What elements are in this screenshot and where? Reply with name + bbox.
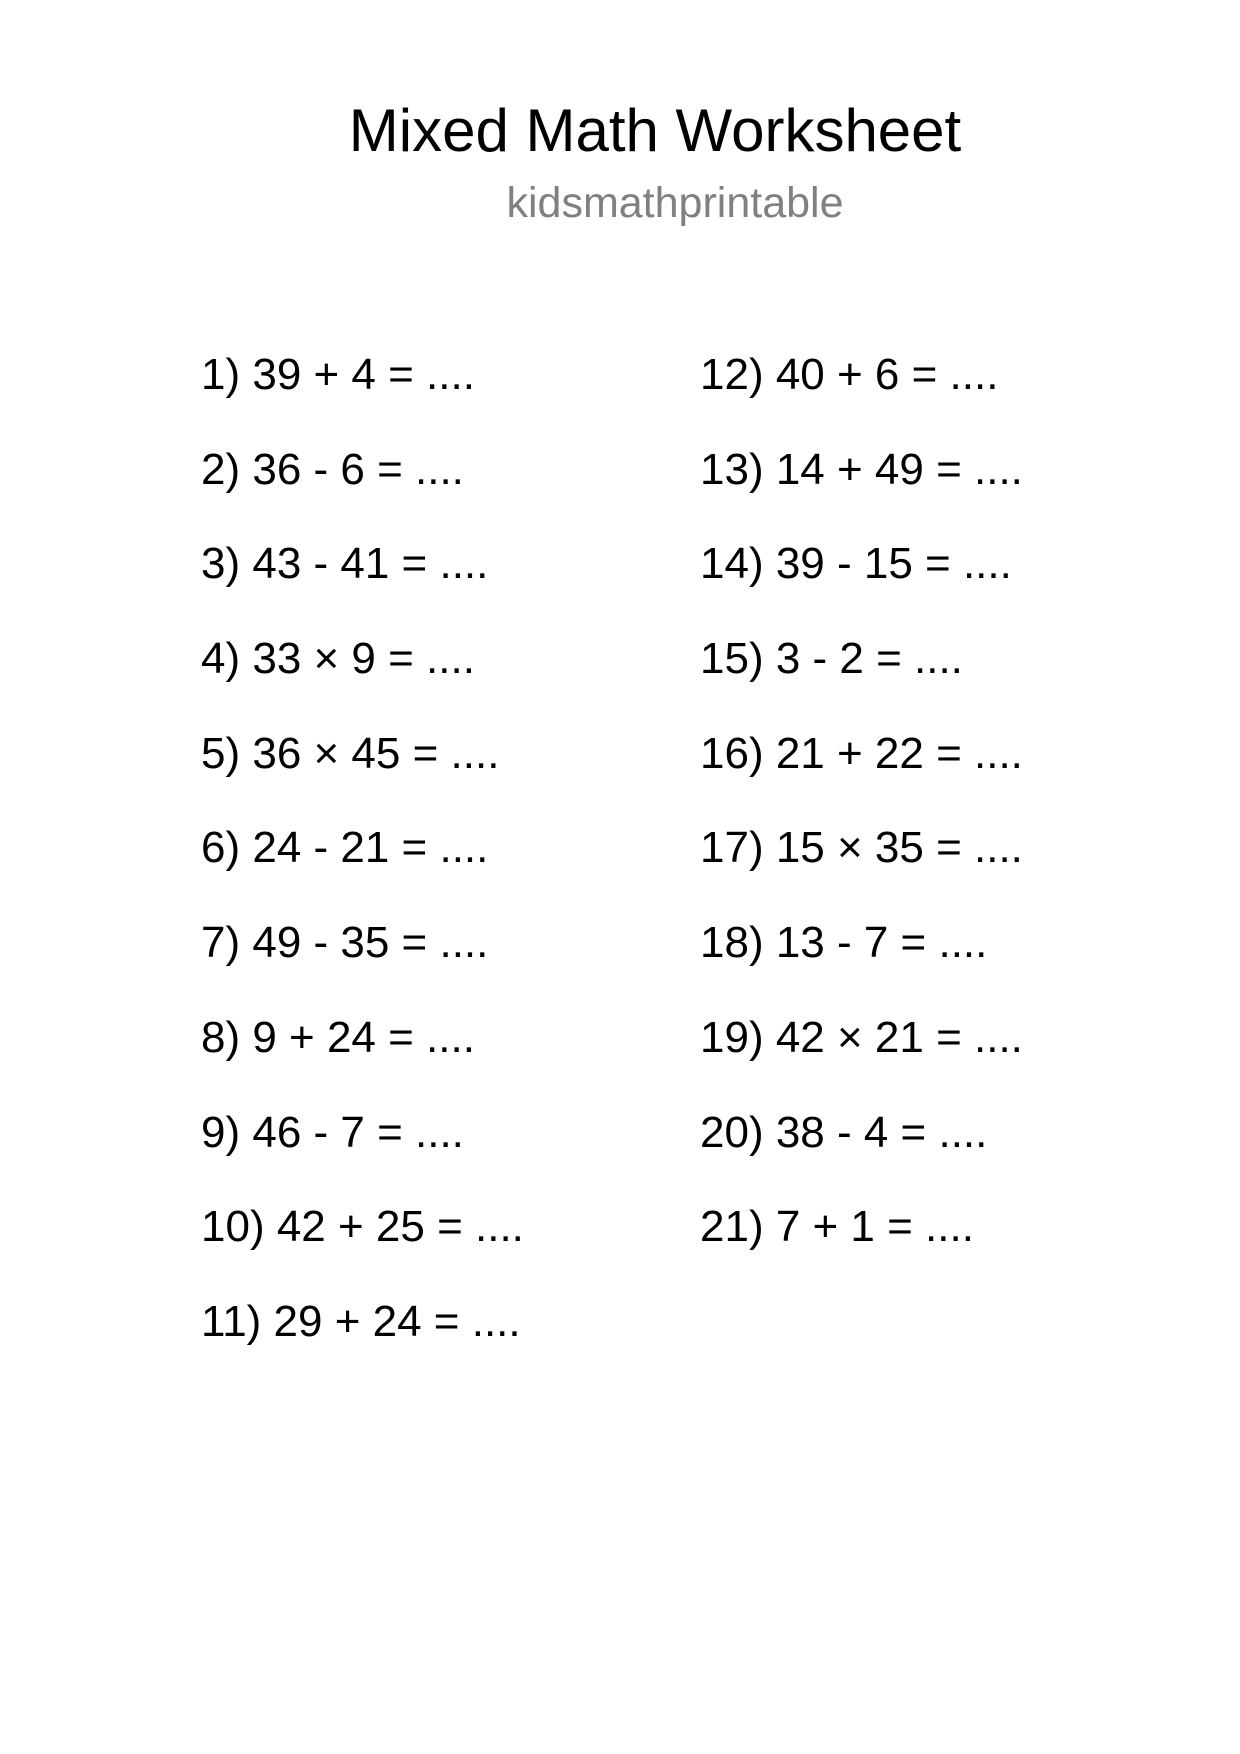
problem-item: 7) 49 - 35 = .... [201,918,489,968]
problem-item: 21) 7 + 1 = .... [700,1202,974,1252]
problem-item: 15) 3 - 2 = .... [700,634,963,684]
problem-item: 1) 39 + 4 = .... [201,350,475,399]
problem-item: 5) 36 × 45 = .... [201,728,500,778]
problem-item: 4) 33 × 9 = .... [201,634,475,684]
problems-column-left [201,350,524,1395]
worksheet-title: Mixed Math Worksheet [348,97,962,164]
problem-item: 9) 46 - 7 = .... [201,1107,464,1157]
problem-item: 18) 13 - 7 = .... [700,918,988,968]
problem-item: 3) 43 - 41 = .... [201,539,489,589]
problem-item: 13) 14 + 49 = .... [700,444,1023,494]
problem-item: 11) 29 + 24 = .... [201,1296,521,1346]
problem-item: 14) 39 - 15 = .... [700,539,1012,589]
problems-column-right [700,350,1023,1300]
problem-item: 10) 42 + 25 = .... [201,1202,524,1252]
problem-item: 8) 9 + 24 = .... [201,1012,475,1062]
problem-item: 12) 40 + 6 = .... [700,350,999,399]
worksheet-subtitle: kidsmathprintable [506,179,844,227]
problem-item: 19) 42 × 21 = .... [700,1012,1023,1062]
problem-item: 17) 15 × 35 = .... [700,823,1023,873]
problem-item: 6) 24 - 21 = .... [201,823,489,873]
problem-item: 20) 38 - 4 = .... [700,1107,988,1157]
problem-item: 2) 36 - 6 = .... [201,444,464,494]
problem-item: 16) 21 + 22 = .... [700,728,1023,778]
